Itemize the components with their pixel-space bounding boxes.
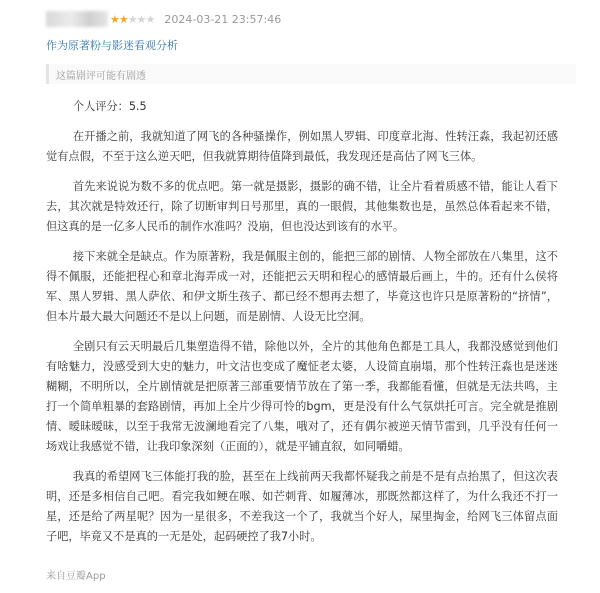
star-empty-icon: ★ — [145, 12, 155, 26]
rating-stars — [110, 13, 154, 26]
review-title-link[interactable]: 作为原著粉与影迷看观分析 — [46, 39, 178, 52]
review-paragraph: 首先来说说为数不多的优点吧。第一就是摄影，摄影的确不错，让全片看着质感不错，能让人看下去，其次就是特效还行，除了切断审判日号那里，真的一眼假，其他集数也是，虽然总体看起来不错，但这真的是一亿多人民币的制作水准吗？没崩，但也没达到该有的水平。 — [46, 180, 558, 233]
star-empty-icon: ★ — [127, 12, 137, 26]
review-timestamp: 2024-03-21 23:57:46 — [164, 12, 282, 26]
star-filled-icon: ★ — [110, 12, 119, 26]
spoiler-notice — [46, 64, 576, 84]
review-header — [46, 10, 281, 28]
source-label: 来自豆瓣App — [46, 571, 106, 582]
review-body — [46, 97, 558, 547]
star-filled-icon: ★ — [118, 12, 128, 26]
spoiler-notice-text: 这篇剧评可能有剧透 — [56, 70, 146, 82]
review-paragraph: 我真的希望网飞三体能打我的脸，甚至在上线前两天我都怀疑我之前是不是有点抬黑了，但这次表明，还是多相信自己吧。看完我如鲠在喉、如芒刺背、如履薄冰，那既然都这样了，为什么我还不打一星，还是给了两星呢？因为一星很多，不差我这一个了，我就当个好人，屎里掏金，给网飞三体留点面子吧，毕竟又不是真的一无是处，起码硬控了我7小时。 — [46, 470, 558, 543]
review-paragraph: 全剧只有云天明最后几集塑造得不错，除他以外，全片的其他角色都是工具人，我都没感觉到他们有啥魅力，没感受到大史的魅力，叶文洁也变成了魔怔老太婆，人设简直崩塌，那个性转汪淼也是迷迷糊糊，不明所以，全片剧情就是把原著三部重要情节放在了第一季，我都能看懂，但就是无法共鸣，主打一个简单粗暴的套路剧情，再加上全片少得可怜的bgm，更是没有什么气氛烘托可言。完全就是推剧情、暧昧暧昧，以至于我常无波澜地看完了八集，哦对了，还有偶尔被逆天情节雷到，几乎没有任何一场戏让我感觉不错，让我印象深刻（正面的），就是平铺直叙，如同嚼蜡。 — [46, 340, 558, 453]
star-empty-icon: ★ — [136, 12, 146, 26]
score-line: 个人评分：5.5 — [72, 100, 147, 113]
review-paragraph: 在开播之前，我就知道了网飞的各种骚操作，例如黑人罗辑、印度章北海、性转汪淼，我起初还感觉有点假，不至于这么逆天吧，但我就算期待值降到最低，我发现还是高估了网飞三体。 — [46, 130, 558, 163]
username-blurred[interactable] — [46, 11, 108, 27]
review-paragraph: 接下来就全是缺点。作为原著粉，我是佩服主创的，能把三部的剧情、人物全部放在八集里，这不得不佩服，还能把程心和章北海弄成一对，还能把云天明和程心的感情最后画上，牛的。还有什么侯将军、黑人罗辑、黑人萨依、和伊文斯生孩子、都已经不想再去想了，毕竟这也许只是原著粉的“挤情”，但本片最大最大问题还不是以上问题，而是剧情、人设无比空洞。 — [46, 250, 558, 323]
